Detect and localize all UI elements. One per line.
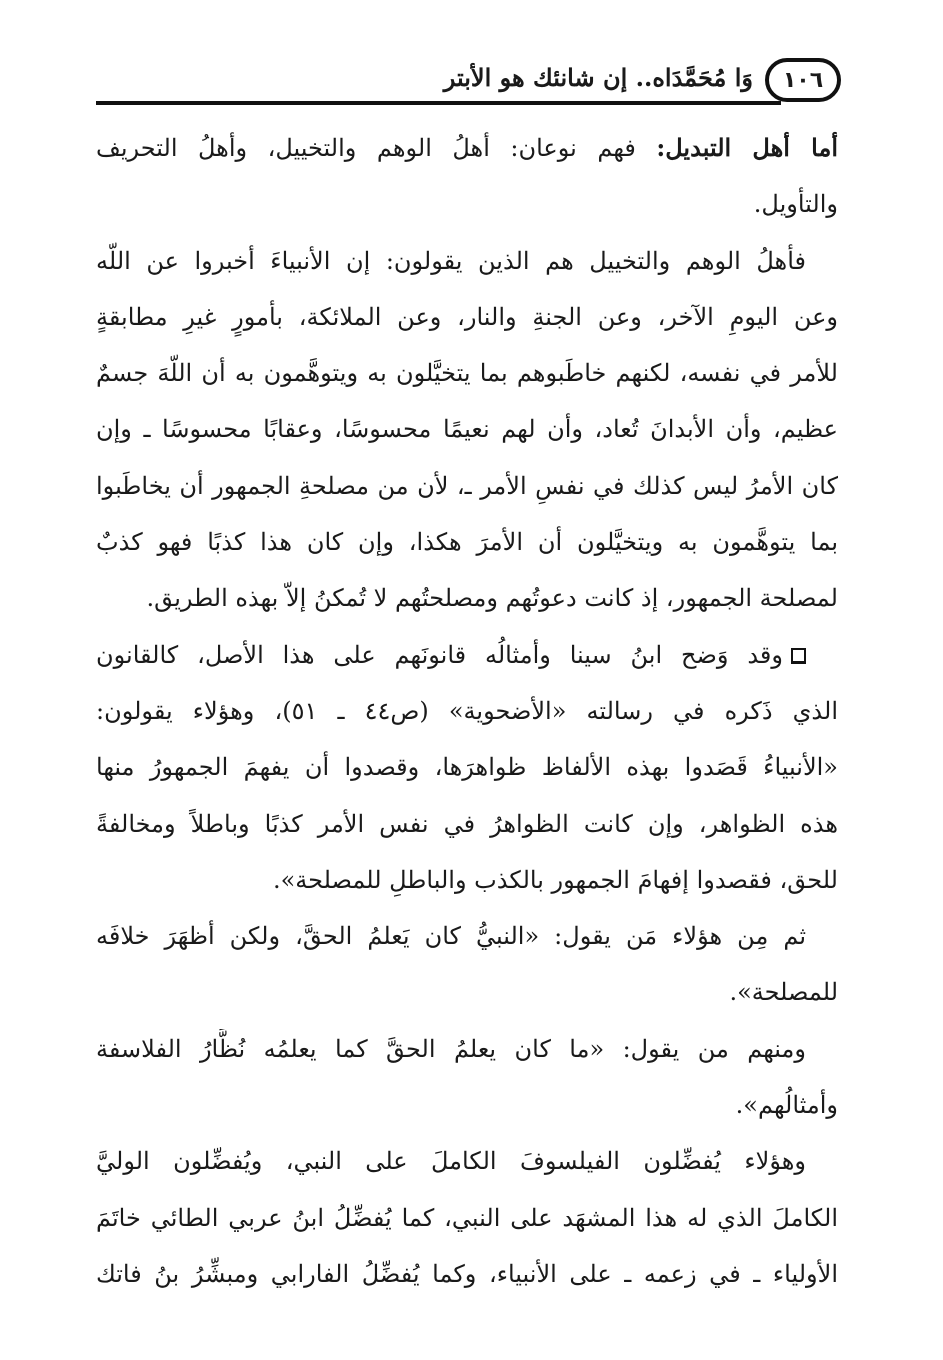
text-line: للحق، فقصدوا إفهامَ الجمهور بالكذب والباطلِ للمصلحة». — [272, 865, 838, 894]
text-line: الكاملَ الذي له هذا المشهَد على النبي، كما يُفضِّلُ ابنُ عربي الطائي خاتَمَ — [96, 1203, 838, 1232]
text-line: فأهلُ الوهم والتخييل هم الذين يقولون: إن الأنبياءَ أخبروا عن اللّه — [96, 246, 806, 275]
text-line: هذه الظواهر، وإن كانت الظواهرُ في نفس الأمر كذبًا وباطلاً ومخالفةً — [96, 809, 838, 838]
text-line: ومنهم من يقول: «ما كان يعلمُ الحقَّ كما يعلمُه نُظَّارُ الفلاسفة — [96, 1034, 806, 1063]
text-line — [96, 128, 838, 184]
text-line: وعن اليومِ الآخر، وعن الجنةِ والنار، وعن الملائكة، بأمورٍ غيرِ مطابقةٍ — [96, 302, 838, 331]
text-line: للأمر في نفسه، لكنهم خاطَبوهم بما يتخيَّلون به ويتوهَّمون به أن اللّهَ جسمٌ — [96, 359, 838, 388]
text-line: «الأنبياءُ قَصَدوا بهذه الألفاظ ظواهرَها، وقصدوا أن يفهمَ الجمهورُ منها — [96, 753, 838, 782]
text-line: كان الأمرُ ليس كذلك في نفسِ الأمر ـ، لأن من مصلحةِ الجمهور أن يخاطَبوا — [96, 471, 838, 500]
text-line: الأولياء ـ في زعمه ـ على الأنبياء، وكما يُفضِّلُ الفارابي ومبشِّرُ بنُ فاتك — [96, 1259, 838, 1288]
text-line: ثم مِن هؤلاء مَن يقول: «النبيُّ كان يَعلمُ الحقَّ، ولكن أظهَرَ خلافَه — [96, 922, 806, 951]
page-number: ١٠٦ — [765, 58, 841, 102]
text-line: بما يتوهَّمون به ويتخيَّلون أن الأمرَ هكذا، وإن كان هذا كذبًا فهو كذبٌ — [96, 528, 838, 557]
text-line: لمصلحة الجمهور، إذ كانت دعوتُهم ومصلحتُهم لا تُمكنُ إلاّ بهذه الطريق. — [146, 584, 838, 613]
text-line: وأمثالُهم». — [735, 1091, 838, 1120]
text-line: عظيم، وأن الأبدانَ تُعاد، وأن لهم نعيمًا محسوسًا، وعقابًا محسوسًا ـ وإن — [96, 415, 838, 444]
header-rule — [96, 101, 781, 105]
text-line: للمصلحة». — [729, 978, 838, 1007]
text-line: الذي ذَكره في رسالته «الأضحوية» (ص٤٤ ـ ٥١)، وهؤلاء يقولون: — [96, 696, 838, 725]
text-line: والتأويل. — [753, 190, 838, 219]
text-run: فهم نوعان: أهلُ الوهم والتخييل، وأهلُ التحريف — [96, 134, 657, 162]
text-line — [96, 635, 838, 691]
running-title: وَا مُحَمَّدَاه.. إن شانئك هو الأبتر — [443, 63, 753, 92]
text-run: وقد وَضح ابنُ سينا وأمثالُه قانونَهم على هذا الأصل، كالقانون — [96, 640, 783, 669]
square-note-icon — [791, 648, 806, 664]
section-heading: أما أهل التبديل: — [656, 133, 838, 162]
text-line: وهؤلاء يُفضِّلون الفيلسوفَ الكاملَ على النبي، ويُفضِّلون الوليَّ — [96, 1147, 806, 1176]
page-header — [96, 56, 841, 116]
body-text — [96, 128, 838, 1310]
